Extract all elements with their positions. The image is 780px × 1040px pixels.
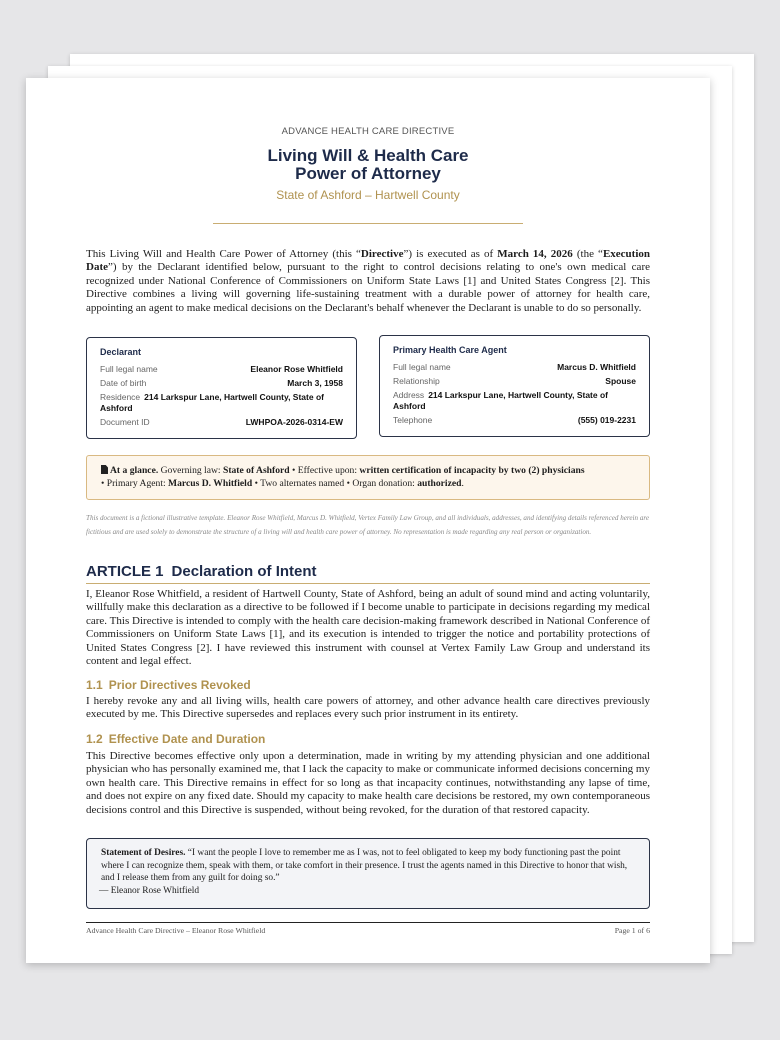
- document-icon: [101, 465, 108, 474]
- agent-phone: (555) 019-2231: [577, 415, 636, 425]
- intro-text: (the “: [572, 248, 603, 260]
- document-kicker: ADVANCE HEALTH CARE DIRECTIVE: [281, 126, 455, 137]
- statement-lead: Statement of Desires.: [101, 848, 186, 858]
- declarant-card: [86, 337, 357, 439]
- field-label: Residence: [100, 392, 141, 402]
- glance-label: • Effective upon:: [289, 465, 360, 476]
- document-id: LWHPOA-2026-0314-EW: [245, 417, 343, 427]
- glance-label: • Two alternates named • Organ donation:: [252, 478, 418, 489]
- agent-name: Marcus D. Whitfield: [557, 362, 636, 372]
- article-title: Declaration of Intent: [171, 563, 317, 580]
- document-subtitle: State of Ashford – Hartwell County: [276, 188, 460, 202]
- section-title: Effective Date and Duration: [108, 732, 266, 746]
- declarant-residence-row: [100, 392, 343, 414]
- agent-name-row: [393, 362, 636, 373]
- agent-relationship: Spouse: [605, 376, 636, 386]
- effective-upon: written certification of incapacity by two (2) physicians: [359, 465, 585, 476]
- glance-primary-agent: Marcus D. Whitfield: [168, 478, 253, 489]
- declarant-residence: 214 Larkspur Lane, Hartwell County, State of Ashford: [100, 392, 324, 413]
- field-label: Relationship: [393, 376, 440, 386]
- section-1-2-body: This Directive becomes effective only upon a determination, made in writing by my attending physician and one additional physician who has personally examined me, that I lack the capacity to make or communicate informed decisions concerning my own health care. This Directive remains in effect for so long as that incapacity continues, notwithstanding any lapse of time, and does not expire on any fixed date. Should my capacity to make health care decisions be restored, my own contemporaneous decisions control and this Directive is suspended, without being revoked, for the duration of that restored capacity.: [86, 750, 650, 816]
- field-label: Full legal name: [100, 364, 158, 374]
- title-line-2: Power of Attorney: [295, 164, 441, 183]
- title-line-1: Living Will & Health Care: [267, 146, 469, 165]
- statement-of-desires-box: [86, 838, 650, 909]
- title-divider: [213, 223, 523, 224]
- declarant-name: Eleanor Rose Whitfield: [250, 364, 343, 374]
- statement-signature: — Eleanor Rose Whitfield: [99, 885, 200, 896]
- document-page: [26, 78, 710, 963]
- footer-document-name: Advance Health Care Directive – Eleanor Rose Whitfield: [86, 926, 266, 935]
- agent-card: [379, 335, 650, 437]
- intro-term-execution-date: Execution Date: [86, 248, 650, 274]
- statement-text: “I want the people I love to remember me as I was, not to feel obligated to keep my body functioning past the point where I can recognize them, speak with them, or take comfort in their presence. I trust the agents named in this Directive to honor that wish, and I release them from any guilt for doing so.”: [101, 848, 628, 884]
- field-label: Telephone: [393, 415, 433, 425]
- section-title: Prior Directives Revoked: [108, 678, 251, 692]
- intro-text: ”) by the Declarant identified below, pursuant to the right to control decisions relating to one's own medical care recognized under National Conference of Commissioners on Uniform State Laws [1] and United States Congress [2]. This Directive combines a living will governing life-sustaining treatment with a durable power of attorney for health care, appointing an agent to make medical decisions on the Declarant's behalf whenever the Declarant is unable to do so personally.: [86, 261, 650, 314]
- intro-term-directive: Directive: [360, 248, 404, 260]
- article-number: ARTICLE 1: [86, 563, 164, 580]
- intro-text: ”) is executed as of: [403, 248, 498, 260]
- declarant-heading: Declarant: [100, 347, 142, 357]
- article-1-heading: [86, 563, 650, 584]
- document-title: [86, 147, 650, 183]
- page-number: Page 1 of 6: [614, 926, 650, 935]
- declarant-docid-row: [100, 417, 343, 428]
- intro-text: This Living Will and Health Care Power of Attorney (this “: [86, 248, 361, 260]
- governing-law: State of Ashford: [222, 465, 290, 476]
- organ-donation-status: authorized: [417, 478, 462, 489]
- glance-label: • Primary Agent:: [101, 478, 169, 489]
- field-label: Address: [393, 390, 425, 400]
- agent-phone-row: [393, 415, 636, 426]
- article-1-body: I, Eleanor Rose Whitfield, a resident of Hartwell County, State of Ashford, being an adult of sound mind and acting voluntarily, willfully make this declaration as a directive to be followed if I become unable to participate in decisions regarding my medical care. This Directive is intended to comply with the health care decision-making framework described in National Conference of Commissioners on Uniform State Laws [1], and its execution is intended to trigger the notice and portability protections of United States Congress [2]. I have reviewed this instrument with counsel at Vertex Family Law Group and understand its content and legal effect.: [86, 588, 650, 668]
- declarant-dob-row: [100, 378, 343, 389]
- agent-heading: Primary Health Care Agent: [393, 345, 507, 355]
- agent-relationship-row: [393, 376, 636, 387]
- section-1-2-heading: [86, 732, 265, 746]
- glance-end: .: [461, 478, 464, 489]
- page-footer: [86, 922, 650, 935]
- field-label: Date of birth: [100, 378, 147, 388]
- intro-paragraph: [86, 248, 650, 315]
- agent-address: 214 Larkspur Lane, Hartwell County, State of Ashford: [393, 390, 608, 411]
- section-number: 1.1: [86, 678, 103, 692]
- section-1-1-body: I hereby revoke any and all living wills, health care powers of attorney, and other advance health care directives previously executed by me. This Directive supersedes and replaces every such prior instrument in its entirety.: [86, 695, 650, 721]
- declarant-dob: March 3, 1958: [287, 378, 343, 388]
- field-label: Full legal name: [393, 362, 451, 372]
- section-1-1-heading: [86, 678, 251, 692]
- glance-lead: At a glance.: [110, 465, 159, 476]
- section-number: 1.2: [86, 732, 103, 746]
- field-label: Document ID: [100, 417, 150, 427]
- at-a-glance-box: [86, 455, 650, 500]
- declarant-name-row: [100, 364, 343, 375]
- fictional-disclaimer: This document is a fictional illustrative template. Eleanor Rose Whitfield, Marcus D. Whitfield, Vertex Family Law Group, and all individuals, addresses, and identifying details referenced herein are fictitious and are used solely to demonstrate the structure of a living will and health care power of attorney. No representation is made regarding any real person or organization.: [86, 514, 650, 536]
- glance-label: Governing law:: [158, 465, 223, 476]
- agent-address-row: [393, 390, 636, 412]
- intro-execution-date: March 14, 2026: [497, 248, 573, 260]
